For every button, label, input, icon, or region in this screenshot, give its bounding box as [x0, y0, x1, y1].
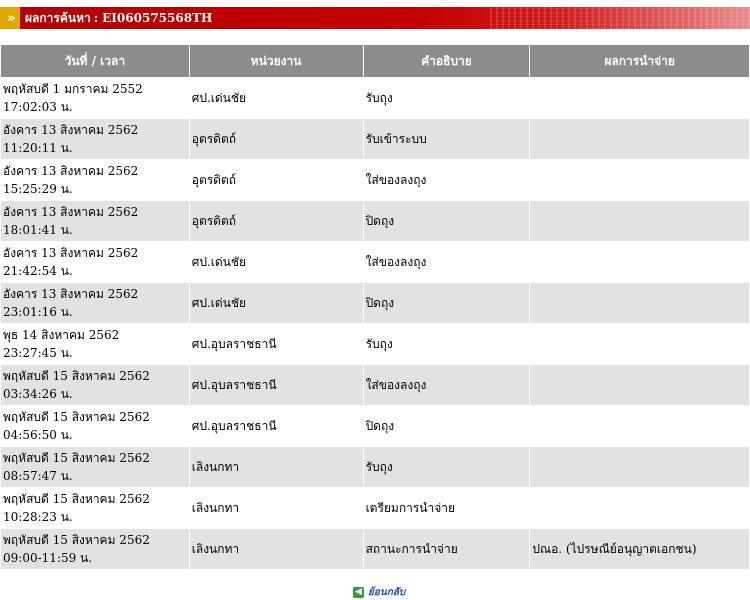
cell-delivery-result [530, 447, 750, 488]
cell-date: อังคาร 13 สิงหาคม 2562 [3, 123, 139, 137]
cell-delivery-result [530, 78, 750, 119]
table-row [1, 119, 750, 160]
cell-description: รับถุง [363, 447, 530, 488]
table-row [1, 529, 750, 570]
cell-datetime [1, 201, 190, 242]
cell-time: 11:20:11 น. [3, 141, 73, 155]
cell-office: ศป.อุบลราชธานี [189, 324, 363, 365]
back-arrow-icon: ◀ [353, 587, 364, 598]
cell-date: อังคาร 13 สิงหาคม 2562 [3, 246, 139, 260]
cell-office: ศป.เด่นชัย [189, 283, 363, 324]
cell-date: พฤหัสบดี 1 มกราคม 2552 [3, 82, 143, 96]
title-separator: : [93, 11, 99, 25]
cell-description: สถานะการนำจ่าย [363, 529, 530, 570]
cell-time: 17:02:03 น. [3, 100, 73, 114]
binary-pattern-decoration [490, 7, 750, 29]
column-header-datetime: วันที่ / เวลา [1, 45, 190, 78]
cell-delivery-result [530, 406, 750, 447]
cell-date: พฤหัสบดี 15 สิงหาคม 2562 [3, 369, 150, 383]
cell-datetime [1, 160, 190, 201]
cell-date: อังคาร 13 สิงหาคม 2562 [3, 287, 139, 301]
cell-description: ปิดถุง [363, 406, 530, 447]
cell-time: 04:56:50 น. [3, 428, 73, 442]
table-header-row [1, 45, 750, 78]
cell-delivery-result: ปณอ. (ไปรษณีย์อนุญาตเอกชน) [530, 529, 750, 570]
cell-datetime [1, 119, 190, 160]
cell-description: รับเข้าระบบ [363, 119, 530, 160]
cell-office: เลิงนกทา [189, 488, 363, 529]
column-header-delivery-result: ผลการนำจ่าย [530, 45, 750, 78]
cell-time: 18:01:41 น. [3, 223, 73, 237]
table-row [1, 447, 750, 488]
cell-date: พฤหัสบดี 15 สิงหาคม 2562 [3, 533, 150, 547]
cell-datetime [1, 529, 190, 570]
cell-time: 15:25:29 น. [3, 182, 73, 196]
cell-office: อุตรดิตถ์ [189, 119, 363, 160]
table-row [1, 406, 750, 447]
cell-description: รับถุง [363, 78, 530, 119]
cell-datetime [1, 324, 190, 365]
cell-description: ปิดถุง [363, 201, 530, 242]
cell-office: ศป.เด่นชัย [189, 242, 363, 283]
double-chevron-icon: » [0, 7, 20, 29]
cell-delivery-result [530, 283, 750, 324]
cell-time: 10:28:23 น. [3, 510, 73, 524]
cell-description: รับถุง [363, 324, 530, 365]
cell-description: เตรียมการนำจ่าย [363, 488, 530, 529]
table-row [1, 488, 750, 529]
table-body [1, 78, 750, 570]
cell-datetime [1, 283, 190, 324]
cell-date: พฤหัสบดี 15 สิงหาคม 2562 [3, 410, 150, 424]
cell-office: อุตรดิตถ์ [189, 201, 363, 242]
cell-date: พฤหัสบดี 15 สิงหาคม 2562 [3, 492, 150, 506]
cell-delivery-result [530, 201, 750, 242]
cell-office: เลิงนกทา [189, 447, 363, 488]
cell-time: 23:27:45 น. [3, 346, 73, 360]
cell-delivery-result [530, 119, 750, 160]
cell-datetime [1, 406, 190, 447]
table-row [1, 365, 750, 406]
cell-office: ศป.อุบลราชธานี [189, 365, 363, 406]
cell-description: ใส่ของลงถุง [363, 365, 530, 406]
cell-delivery-result [530, 365, 750, 406]
table-row [1, 283, 750, 324]
title-label: ผลการค้นหา [25, 11, 91, 25]
cell-time: 08:57:47 น. [3, 469, 73, 483]
cell-office: ศป.เด่นชัย [189, 78, 363, 119]
cell-description: ปิดถุง [363, 283, 530, 324]
cell-time: 23:01:16 น. [3, 305, 73, 319]
cell-datetime [1, 242, 190, 283]
cell-office: ศป.อุบลราชธานี [189, 406, 363, 447]
cell-description: ใส่ของลงถุง [363, 242, 530, 283]
cell-delivery-result [530, 242, 750, 283]
back-link[interactable] [353, 585, 405, 599]
cell-description: ใส่ของลงถุง [363, 160, 530, 201]
cell-time: 21:42:54 น. [3, 264, 73, 278]
results-title-bar [0, 7, 750, 29]
tracking-results-table [0, 45, 750, 570]
cell-office: เลิงนกทา [189, 529, 363, 570]
cell-date: อังคาร 13 สิงหาคม 2562 [3, 164, 139, 178]
cell-time: 03:34:26 น. [3, 387, 73, 401]
cell-time: 09:00-11:59 น. [3, 551, 93, 565]
cell-date: อังคาร 13 สิงหาคม 2562 [3, 205, 139, 219]
column-header-description: คำอธิบาย [363, 45, 530, 78]
tracking-number: EI060575568TH [102, 11, 213, 25]
cell-office: อุตรดิตถ์ [189, 160, 363, 201]
back-link-label: ย้อนกลับ [368, 586, 406, 598]
table-row [1, 201, 750, 242]
cell-delivery-result [530, 160, 750, 201]
table-row [1, 78, 750, 119]
cell-date: พฤหัสบดี 15 สิงหาคม 2562 [3, 451, 150, 465]
table-row [1, 160, 750, 201]
cell-datetime [1, 488, 190, 529]
page-title [25, 7, 212, 29]
cell-datetime [1, 447, 190, 488]
cell-date: พุธ 14 สิงหาคม 2562 [3, 328, 120, 342]
cell-datetime [1, 365, 190, 406]
cell-datetime [1, 78, 190, 119]
column-header-office: หน่วยงาน [189, 45, 363, 78]
table-row [1, 242, 750, 283]
cell-delivery-result [530, 324, 750, 365]
table-row [1, 324, 750, 365]
cell-delivery-result [530, 488, 750, 529]
